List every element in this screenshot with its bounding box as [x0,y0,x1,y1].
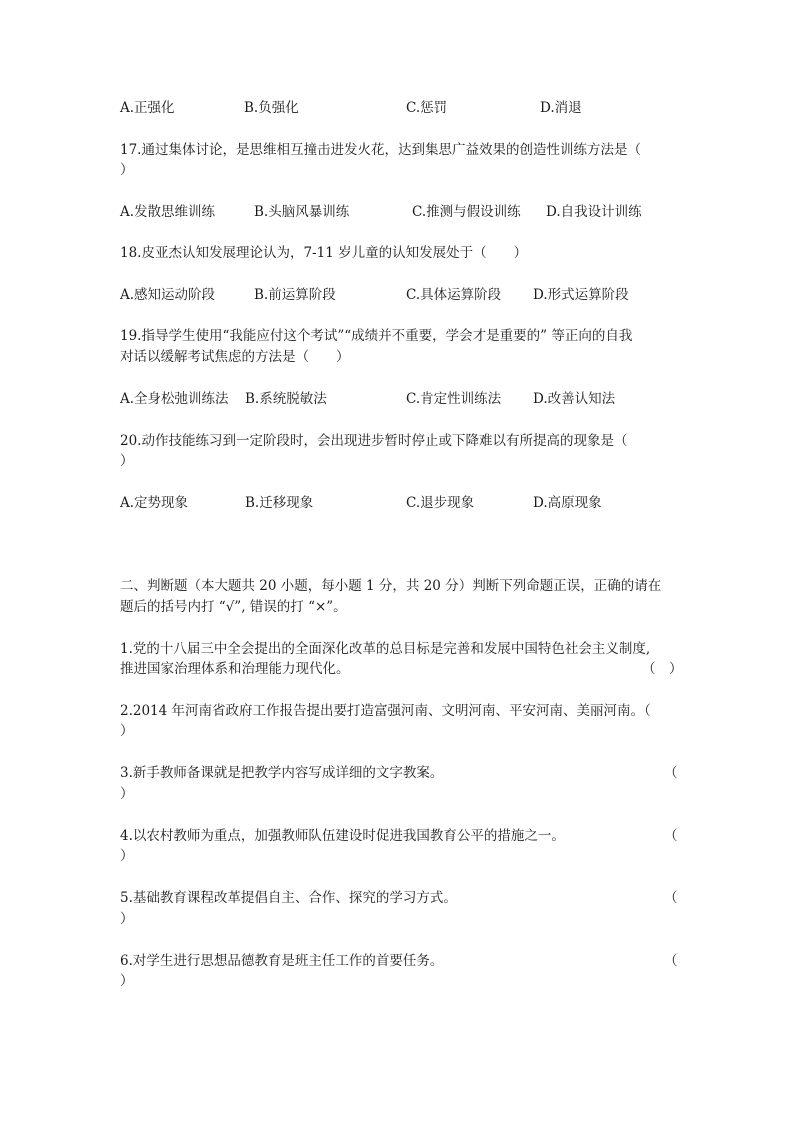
tf-2-line1: 2.2014 年河南省政府工作报告提出要打造富强河南、文明河南、平安河南、美丽河南。（ [120,703,651,719]
q17-option-c: C.推测与假设训练 [412,204,521,220]
q19-option-b: B.系统脱敏法 [245,391,327,407]
q20-option-c: C.退步现象 [406,495,475,511]
q17-option-b: B.头脑风暴训练 [254,204,350,220]
tf-5-close-paren: ） [120,911,134,927]
tf-5-line1: 5.基础教育课程改革提倡自主、合作、探究的学习方式。 [120,890,457,906]
q18-stem: 18.皮亚杰认知发展理论认为，7-11 岁儿童的认知发展处于（ ） [120,245,528,261]
tf-5-open-paren: （ [664,890,678,906]
q16-option-d: D.消退 [540,100,582,116]
tf-1-line2: 推进国家治理体系和治理能力现代化。 [120,661,350,677]
tf-6-open-paren: （ [664,953,678,969]
q16-option-b: B.负强化 [244,100,299,116]
q16-option-c: C.惩罚 [406,100,448,116]
q17-close-paren: ） [120,162,134,178]
tf-3-line1: 3.新手教师备课就是把教学内容写成详细的文字教案。 [120,765,444,781]
tf-4-line1: 4.以农村教师为重点，加强教师队伍建设时促进我国教育公平的措施之一。 [120,828,565,844]
q17-option-a: A.发散思维训练 [120,204,216,220]
tf-3-open-paren: （ [664,765,678,781]
q20-stem: 20.动作技能练习到一定阶段时，会出现进步暂时停止或下降难以有所提高的现象是（ [120,433,628,449]
q17-option-d: D.自我设计训练 [546,204,642,220]
q18-option-c: C.具体运算阶段 [406,287,502,303]
q20-option-d: D.高原现象 [533,495,602,511]
q18-option-d: D.形式运算阶段 [533,287,629,303]
tf-1-answer-paren: （ ） [642,661,683,677]
q19-stem-line1: 19.指导学生使用“我能应付这个考试”“成绩并不重要，学会才是重要的” 等正向的自我 [120,328,633,344]
q19-option-c: C.肯定性训练法 [406,391,502,407]
tf-2-close-paren: ） [120,723,134,739]
q18-option-a: A.感知运动阶段 [120,287,216,303]
tf-1-line1: 1.党的十八届三中全会提出的全面深化改革的总目标是完善和发展中国特色社会主义制度, [120,641,651,657]
section2-heading-line2: 题后的括号内打 “√”, 错误的打 “×”。 [120,599,347,615]
q18-option-b: B.前运算阶段 [254,287,336,303]
tf-4-open-paren: （ [664,828,678,844]
q20-close-paren: ） [120,453,134,469]
tf-6-line1: 6.对学生进行思想品德教育是班主任工作的首要任务。 [120,953,444,969]
q19-option-a: A.全身松弛训练法 [120,391,229,407]
q16-option-a: A.正强化 [120,100,175,116]
q20-option-b: B.迁移现象 [245,495,314,511]
tf-3-close-paren: ） [120,786,134,802]
q19-stem-line2: 对话以缓解考试焦虑的方法是（ ） [120,349,350,365]
tf-4-close-paren: ） [120,848,134,864]
q17-stem: 17.通过集体讨论，是思维相互撞击进发火花，达到集思广益效果的创造性训练方法是（ [120,142,641,158]
tf-6-close-paren: ） [120,973,134,989]
section2-heading-line1: 二、判断题（本大题共 20 小题，每小题 1 分，共 20 分）判断下列命题正误，正确的请在 [120,578,662,594]
q20-option-a: A.定势现象 [120,495,189,511]
q19-option-d: D.改善认知法 [533,391,616,407]
